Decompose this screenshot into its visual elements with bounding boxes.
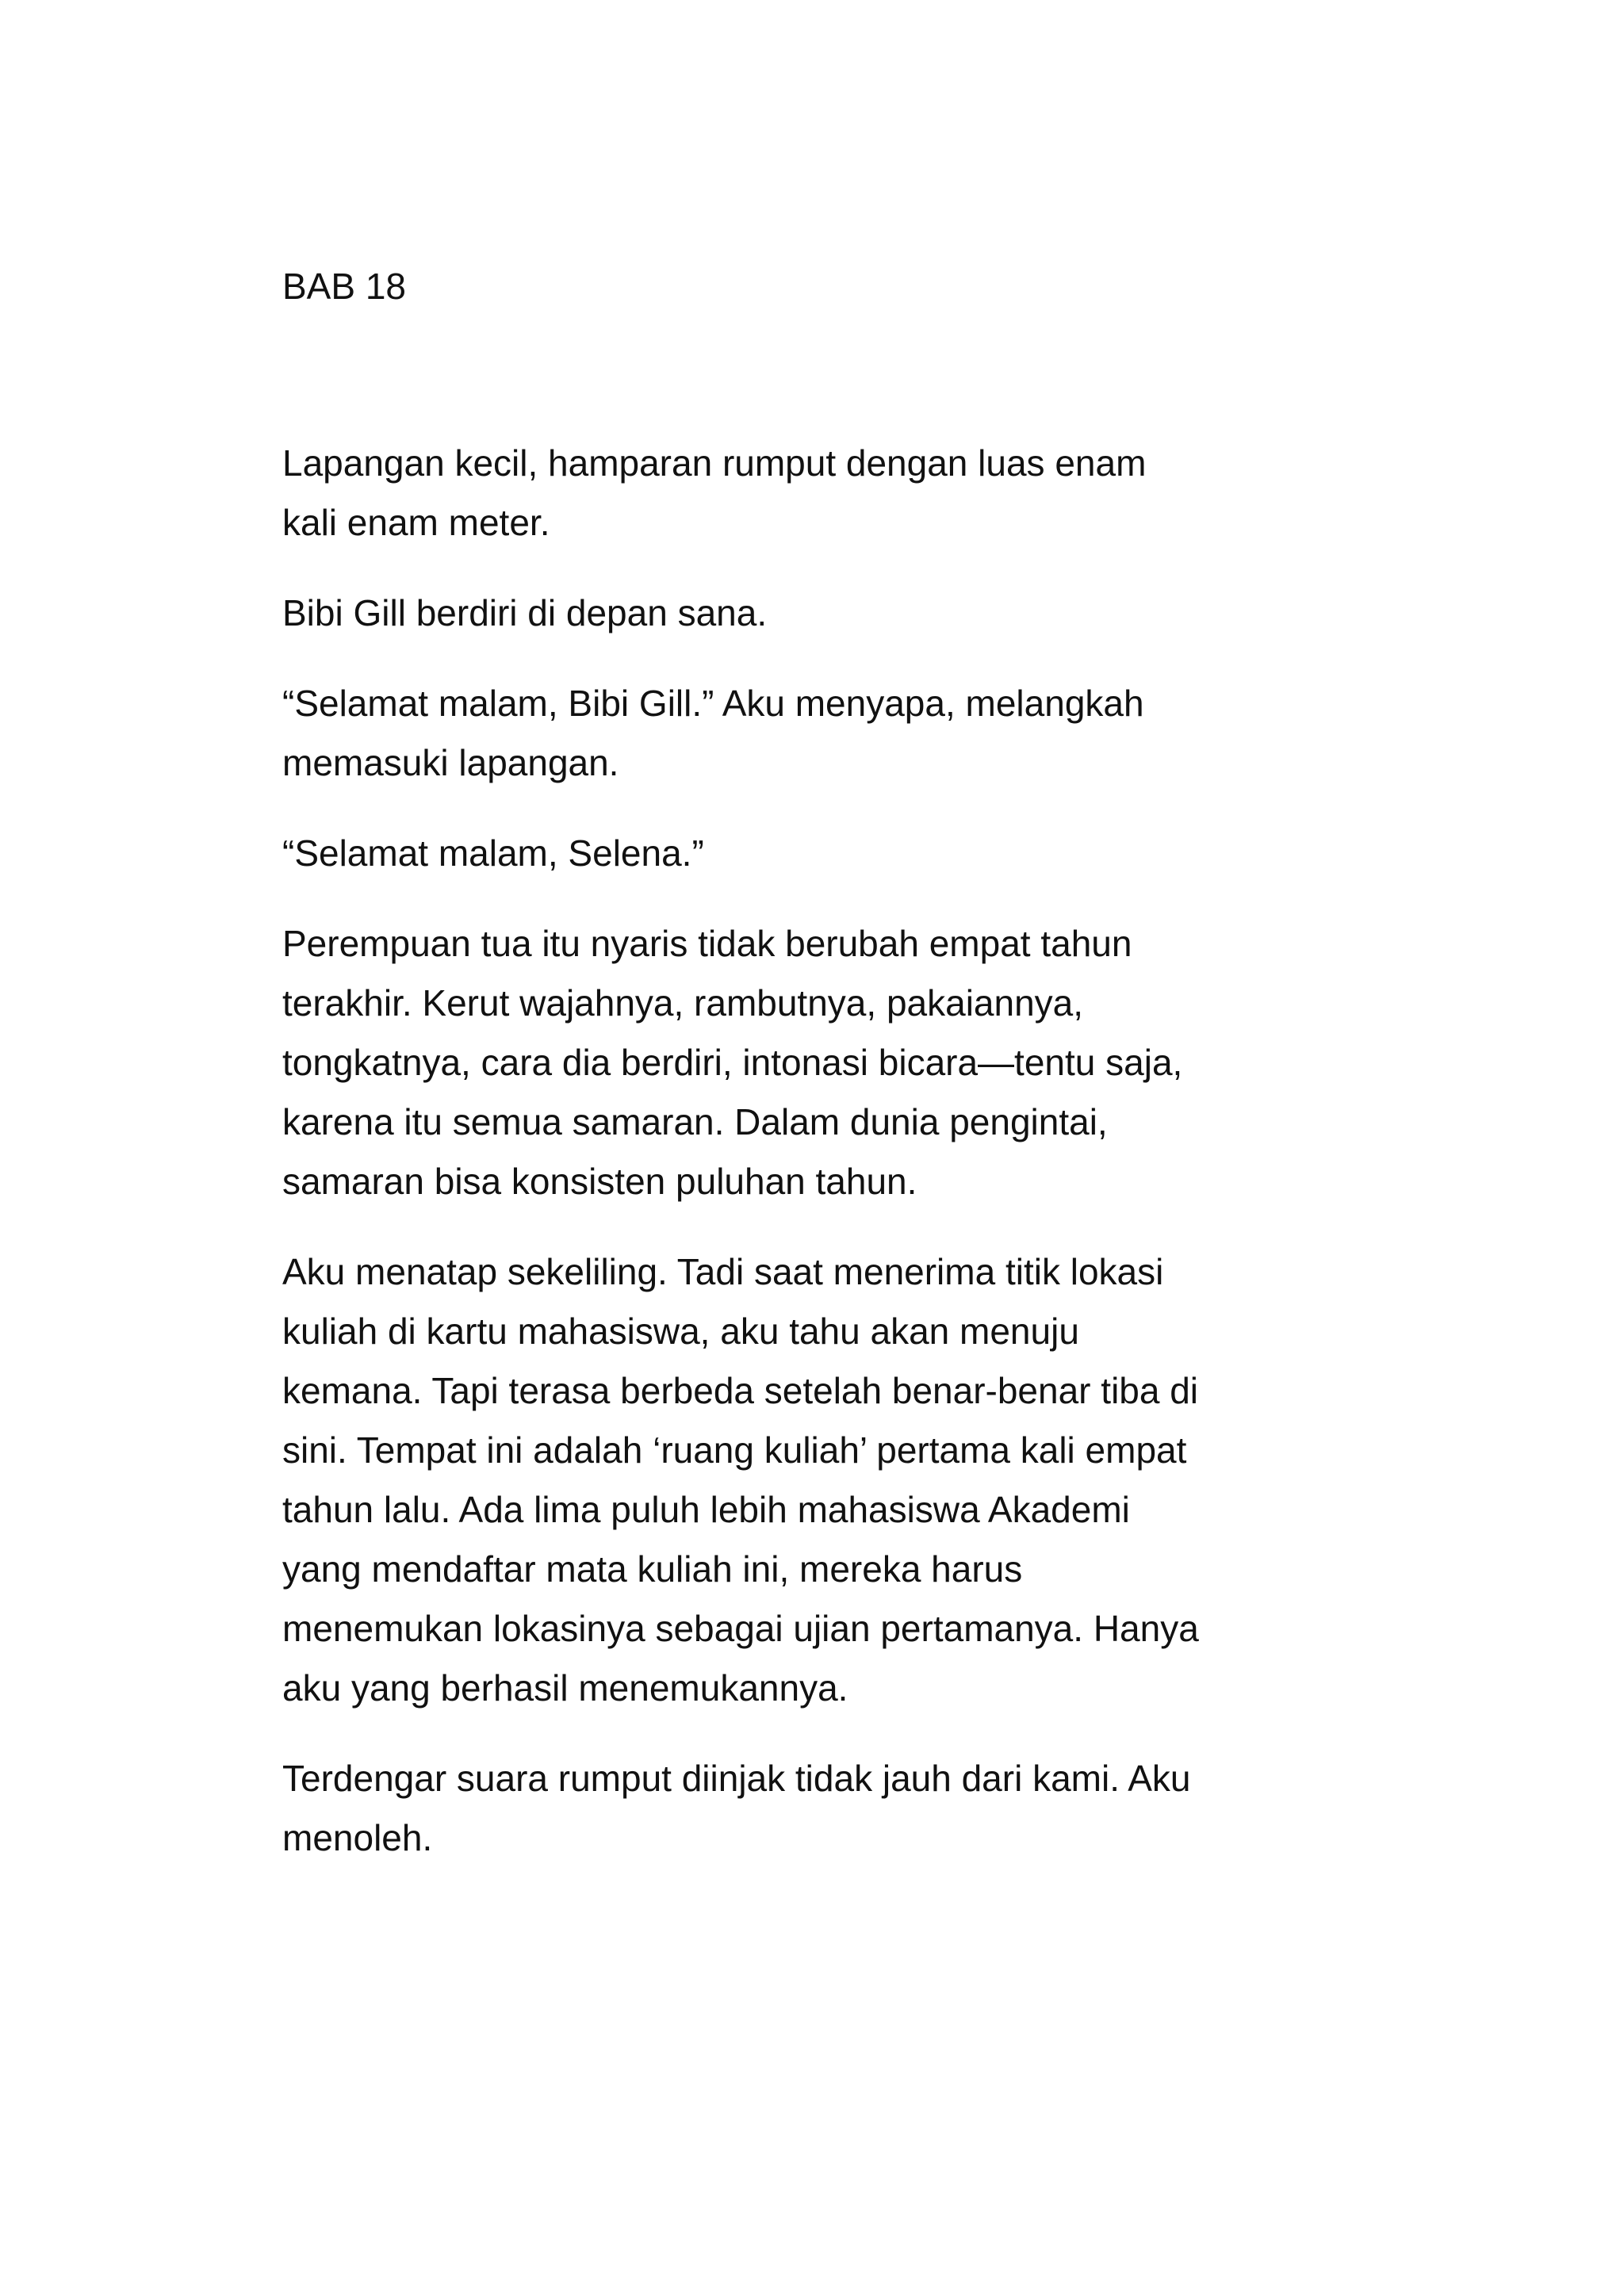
paragraph bbox=[282, 1749, 1361, 1868]
text-line: Lapangan kecil, hamparan rumput dengan luas enam bbox=[282, 442, 1147, 484]
text-line: samaran bisa konsisten puluhan tahun. bbox=[282, 1161, 917, 1202]
paragraph bbox=[282, 914, 1361, 1211]
text-line: tahun lalu. Ada lima puluh lebih mahasiswa Akademi bbox=[282, 1489, 1130, 1530]
text-line: Bibi Gill berdiri di depan sana. bbox=[282, 592, 768, 633]
text-line: yang mendaftar mata kuliah ini, mereka harus bbox=[282, 1548, 1023, 1590]
chapter-body bbox=[282, 434, 1361, 1899]
text-line: kemana. Tapi terasa berbeda setelah benar-benar tiba di bbox=[282, 1370, 1199, 1411]
text-line: Terdengar suara rumput diinjak tidak jauh dari kami. Aku bbox=[282, 1758, 1191, 1799]
paragraph bbox=[282, 674, 1361, 793]
text-line: memasuki lapangan. bbox=[282, 742, 619, 783]
text-line: Aku menatap sekeliling. Tadi saat menerima titik lokasi bbox=[282, 1251, 1164, 1292]
text-line: kuliah di kartu mahasiswa, aku tahu akan menuju bbox=[282, 1311, 1079, 1352]
text-line: terakhir. Kerut wajahnya, rambutnya, pakaiannya, bbox=[282, 982, 1084, 1024]
text-line: aku yang berhasil menemukannya. bbox=[282, 1667, 848, 1709]
text-line: “Selamat malam, Selena.” bbox=[282, 832, 704, 874]
text-line: kali enam meter. bbox=[282, 502, 550, 543]
text-line: “Selamat malam, Bibi Gill.” Aku menyapa, melangkah bbox=[282, 683, 1144, 724]
paragraph bbox=[282, 584, 1361, 643]
chapter-title: BAB 18 bbox=[282, 266, 406, 307]
paragraph bbox=[282, 434, 1361, 553]
text-line: menoleh. bbox=[282, 1817, 433, 1858]
paragraph bbox=[282, 824, 1361, 883]
text-line: karena itu semua samaran. Dalam dunia pengintai, bbox=[282, 1101, 1108, 1142]
paragraph bbox=[282, 1242, 1361, 1718]
text-line: menemukan lokasinya sebagai ujian pertamanya. Hanya bbox=[282, 1608, 1199, 1649]
text-line: tongkatnya, cara dia berdiri, intonasi bicara—tentu saja, bbox=[282, 1042, 1183, 1083]
text-line: sini. Tempat ini adalah ‘ruang kuliah’ pertama kali empat bbox=[282, 1429, 1187, 1471]
text-line: Perempuan tua itu nyaris tidak berubah empat tahun bbox=[282, 923, 1132, 964]
